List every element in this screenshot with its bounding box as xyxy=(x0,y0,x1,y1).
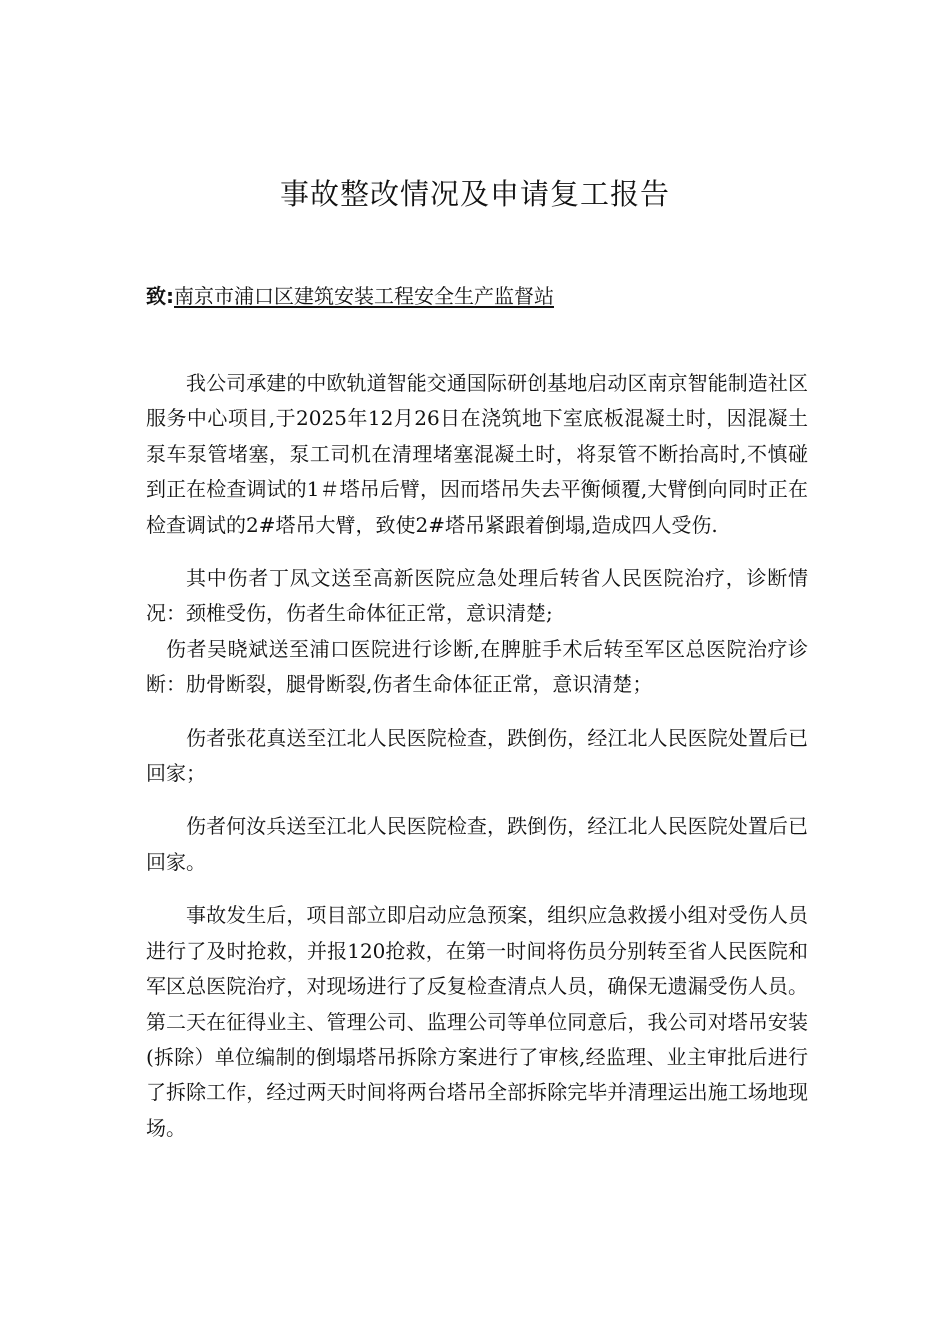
paragraph-injured-wu: 伤者吴晓斌送至浦口医院进行诊断,在脾脏手术后转至军区总医院治疗诊断：肋骨断裂，腿骨断裂,伤者生命体征正常，意识清楚； xyxy=(146,636,808,697)
paragraph-response-actions: 事故发生后，项目部立即启动应急预案，组织应急救援小组对受伤人员进行了及时抢救，并报120抢救，在第一时间将伤员分别转至省人民医院和军区总医院治疗，对现场进行了反复检查清点人员，确保无遗漏受伤人员。第二天在征得业主、管理公司、监理公司等单位同意后，我公司对塔吊安装(拆除）单位编制的倒塌塔吊拆除方案进行了审核,经监理、业主审批后进行了拆除工作，经过两天时间将两台塔吊全部拆除完毕并清理运出施工场地现场。 xyxy=(146,903,808,1140)
recipient-organization: 南京市浦口区建筑安装工程安全生产监督站 xyxy=(174,284,554,308)
recipient-line xyxy=(146,282,554,310)
paragraph-injured-he: 伤者何汝兵送至江北人民医院检查，跌倒伤，经江北人民医院处置后已回家。 xyxy=(146,814,808,874)
paragraph-injured-zhang: 伤者张花真送至江北人民医院检查，跌倒伤，经江北人民医院处置后已回家； xyxy=(146,725,808,786)
paragraph-injured-ding: 其中伤者丁凤文送至高新医院应急处理后转省人民医院治疗，诊断情况：颈椎受伤，伤者生命体征正常，意识清楚; xyxy=(146,566,808,626)
paragraph-accident-description: 我公司承建的中欧轨道智能交通国际研创基地启动区南京智能制造社区服务中心项目,于2025年12月26日在浇筑地下室底板混凝土时，因混凝土泵车泵管堵塞，泵工司机在清理堵塞混凝土时，将泵管不断抬高时,不慎碰到正在检查调试的1＃塔吊后臂，因而塔吊失去平衡倾覆,大臂倒向同时正在检查调试的2#塔吊大臂，致使2#塔吊紧跟着倒塌,造成四人受伤. xyxy=(146,371,808,537)
document-body xyxy=(146,366,808,1146)
document-title: 事故整改情况及申请复工报告 xyxy=(279,177,670,211)
recipient-label: 致: xyxy=(146,284,174,308)
